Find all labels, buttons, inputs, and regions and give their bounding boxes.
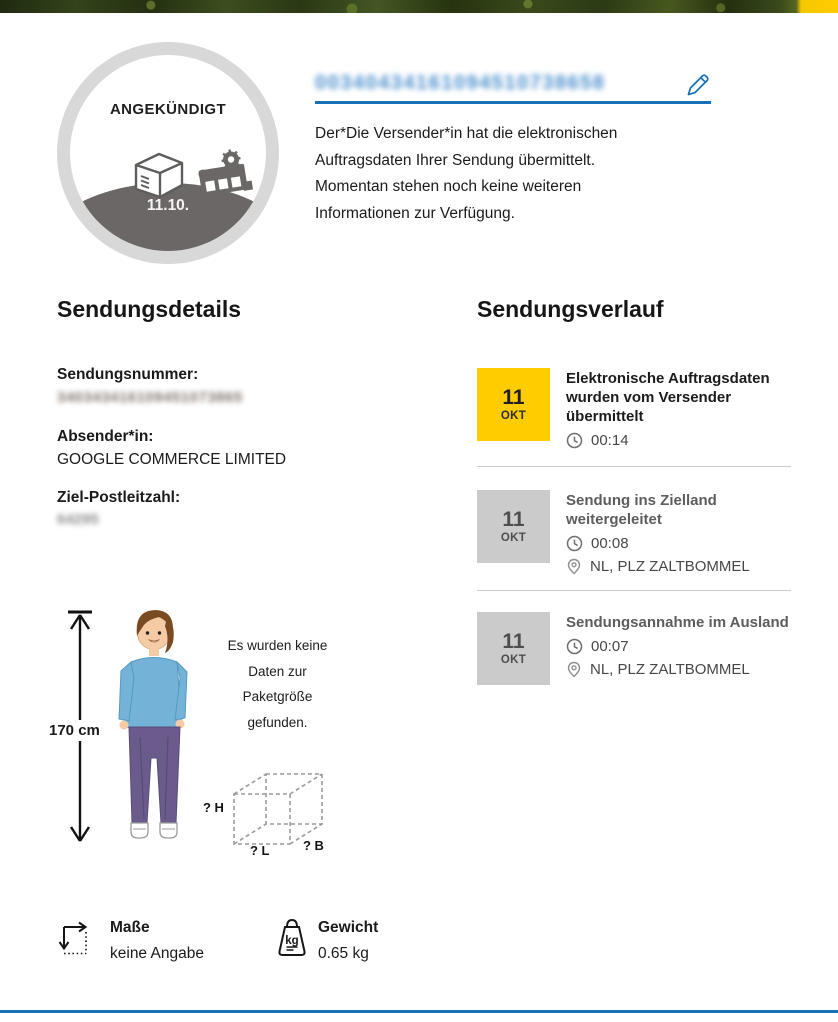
pencil-icon bbox=[685, 72, 711, 98]
timeline-entry bbox=[477, 368, 807, 449]
entry-time: 00:14 bbox=[566, 432, 801, 449]
entry-date-badge: 11 OKT bbox=[477, 612, 550, 685]
entry-date-badge: 11 OKT bbox=[477, 368, 550, 441]
gewicht-label: Gewicht bbox=[318, 919, 379, 936]
entry-title: Sendung ins Zielland weitergeleitet bbox=[566, 492, 717, 528]
entry-location: NL, PLZ ZALTBOMMEL bbox=[566, 558, 801, 575]
location-pin-icon bbox=[566, 661, 582, 678]
entry-time: 00:07 bbox=[566, 638, 801, 655]
sendungsverlauf-heading: Sendungsverlauf bbox=[477, 296, 664, 322]
clock-icon bbox=[566, 638, 583, 655]
cube-width-label: ? B bbox=[303, 838, 324, 853]
timeline-entry bbox=[477, 612, 807, 685]
status-label: ANGEKÜNDIGT bbox=[109, 101, 227, 118]
entry-date-badge: 11 OKT bbox=[477, 490, 550, 563]
cube-length-label: ? L bbox=[250, 843, 270, 858]
masse-label: Maße bbox=[110, 919, 150, 936]
ziel-plz-label: Ziel-Postleitzahl: bbox=[57, 489, 181, 506]
masse-value: keine Angabe bbox=[110, 945, 204, 962]
parcel-icon bbox=[130, 147, 188, 203]
person-illustration bbox=[106, 606, 204, 856]
status-date: 11.10. bbox=[146, 197, 190, 214]
edit-tracking-number-button[interactable] bbox=[684, 72, 712, 100]
section-divider-line bbox=[0, 1010, 838, 1013]
absender-value: GOOGLE COMMERCE LIMITED bbox=[57, 451, 287, 468]
timeline-divider bbox=[477, 466, 791, 467]
entry-title: Sendungsannahme im Ausland bbox=[566, 614, 789, 631]
svg-text:kg: kg bbox=[285, 935, 299, 947]
location-pin-icon bbox=[566, 558, 582, 575]
timeline-divider bbox=[477, 590, 791, 591]
sendungsnummer-value-redacted: 340343416109451073865 bbox=[57, 389, 243, 406]
absender-label: Absender*in: bbox=[57, 428, 154, 445]
tracking-underline bbox=[315, 101, 711, 104]
status-circle bbox=[57, 42, 279, 264]
sendungsnummer-label: Sendungsnummer: bbox=[57, 366, 199, 383]
ziel-plz-value-redacted: 64295 bbox=[57, 511, 99, 528]
entry-title: Elektronische Auftragsdaten wurden vom Versender übermittelt bbox=[566, 370, 770, 425]
entry-time: 00:08 bbox=[566, 535, 801, 552]
clock-icon bbox=[566, 535, 583, 552]
entry-location: NL, PLZ ZALTBOMMEL bbox=[566, 661, 801, 678]
height-value-label: 170 cm bbox=[46, 720, 103, 741]
gewicht-value: 0.65 kg bbox=[318, 945, 369, 962]
timeline-entry bbox=[477, 490, 807, 575]
dimensions-icon bbox=[57, 920, 97, 960]
cube-height-label: ? H bbox=[203, 800, 224, 815]
weight-icon bbox=[272, 916, 312, 960]
clock-icon bbox=[566, 432, 583, 449]
header-photo-strip bbox=[0, 0, 838, 13]
no-package-size-text: Es wurden keine Daten zur Paketgröße gefunden. bbox=[227, 638, 328, 730]
status-description: Der*Die Versender*in hat die elektronischen Auftragsdaten Ihrer Sendung übermittelt. Momentan stehen noch keine weiteren Informationen zur Verfügung. bbox=[315, 125, 618, 222]
tracking-number-redacted: 00340434161094510738658 bbox=[315, 72, 606, 94]
sendungsdetails-heading: Sendungsdetails bbox=[57, 296, 242, 322]
